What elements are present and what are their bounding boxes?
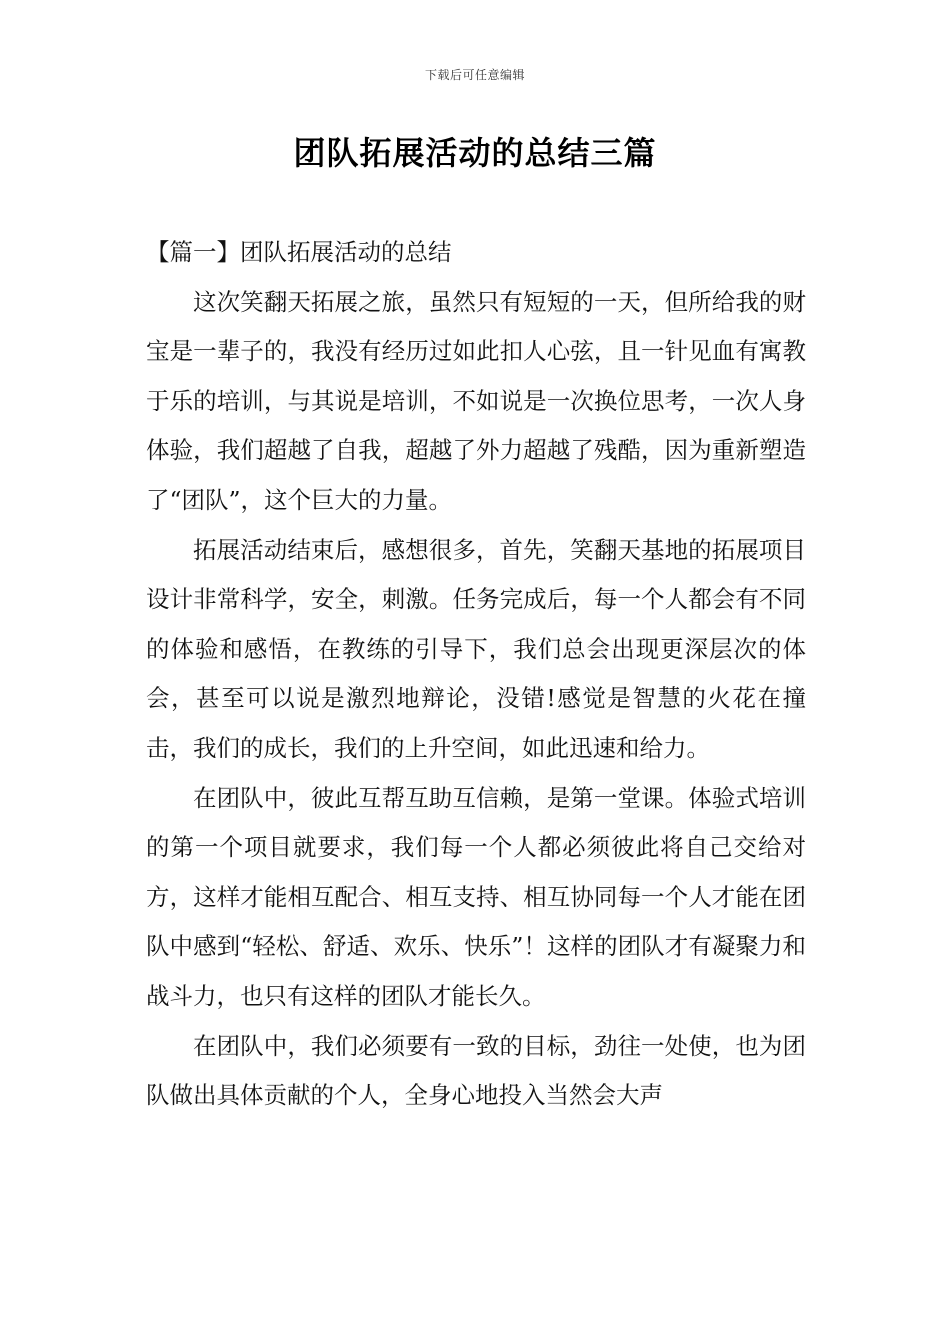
paragraph-4: 在团队中，我们必须要有一致的目标，劲往一处使，也为团队做出具体贡献的个人，全身心地投入当然会大声 [146,1031,806,1110]
document-body [146,228,806,1121]
paragraph-1: 这次笑翻天拓展之旅，虽然只有短短的一天，但所给我的财宝是一辈子的，我没有经历过如此扣人心弦，且一针见血有寓教于乐的培训，与其说是培训，不如说是一次换位思考，一次人身体验，我们超越了自我，超越了外力超越了残酷，因为重新塑造了“团队”，这个巨大的力量。 [146,287,806,514]
document-title: 团队拓展活动的总结三篇 [293,134,657,172]
paragraph-3: 在团队中，彼此互帮互助互信赖，是第一堂课。体验式培训的第一个项目就要求，我们每一个人都必须彼此将自己交给对方，这样才能相互配合、相互支持、相互协同每一个人才能在团队中感到“轻松、舒适、欢乐、快乐”！这样的团队才有凝聚力和战斗力，也只有这样的团队才能长久。 [146,783,806,1010]
section-heading: 【篇一】团队拓展活动的总结 [146,238,452,266]
header-note: 下载后可任意编辑 [424,68,525,82]
paragraph-2: 拓展活动结束后，感想很多，首先，笑翻天基地的拓展项目设计非常科学，安全，刺激。任务完成后，每一个人都会有不同的体验和感悟，在教练的引导下，我们总会出现更深层次的体会，甚至可以说是激烈地辩论，没错!感觉是智慧的火花在撞击，我们的成长，我们的上升空间，如此迅速和给力。 [146,535,806,762]
